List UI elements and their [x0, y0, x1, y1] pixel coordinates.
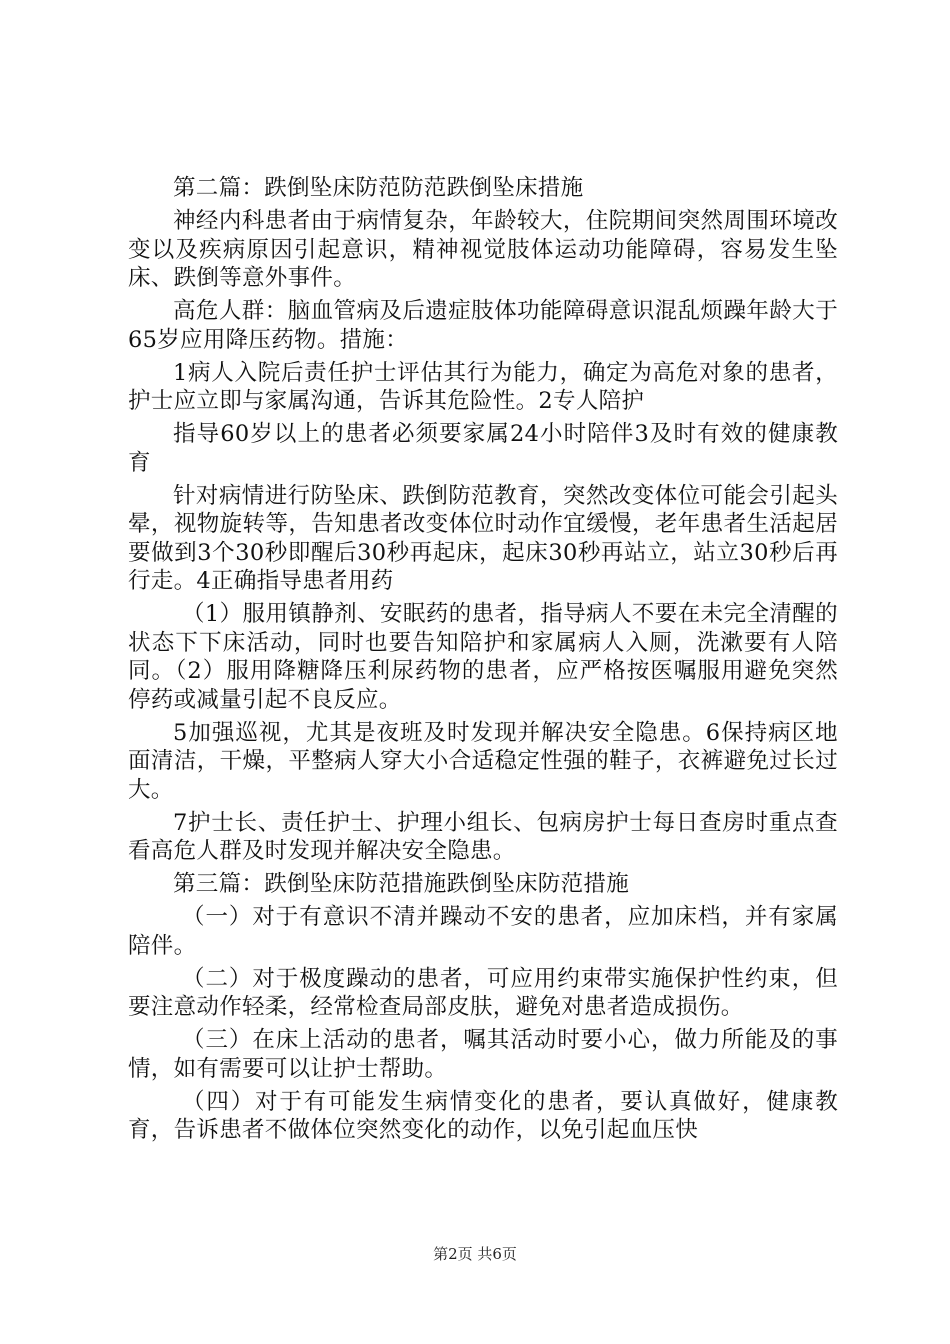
section-heading-2: 第二篇：跌倒坠床防范防范跌倒坠床措施 [173, 175, 584, 201]
paragraph-measure-7: 7护士长、责任护士、护理小组长、包病房护士每日查房时重点查看高危人群及时发现并解决安全隐患。 [128, 809, 838, 864]
paragraph-item-4: （四）对于有可能发生病情变化的患者，要认真做好，健康教育，告诉患者不做体位突然变化的动作，以免引起血压快 [128, 1088, 838, 1143]
paragraph-high-risk-group: 高危人群：脑血管病及后遗症肢体功能障碍意识混乱烦躁年龄大于65岁应用降压药物。措施： [128, 298, 838, 353]
section-heading-3: 第三篇：跌倒坠床防范措施跌倒坠床防范措施 [173, 871, 630, 897]
paragraph-item-3: （三）在床上活动的患者，嘱其活动时要小心，做力所能及的事情，如有需要可以让护士帮助。 [128, 1027, 838, 1082]
page-footer: 第2页 共6页 [433, 1245, 517, 1263]
paragraph-measure-1-2: 1病人入院后责任护士评估其行为能力，确定为高危对象的患者，护士应立即与家属沟通，告诉其危险性。2专人陪护 [128, 359, 838, 414]
paragraph-item-2: （二）对于极度躁动的患者，可应用约束带实施保护性约束，但要注意动作轻柔，经常检查局部皮肤，避免对患者造成损伤。 [128, 965, 838, 1020]
paragraph-measure-guidance: 指导60岁以上的患者必须要家属24小时陪伴3及时有效的健康教育 [128, 421, 838, 476]
paragraph-medication: （1）服用镇静剂、安眠药的患者，指导病人不要在未完全清醒的状态下下床活动，同时也要告知陪护和家属病人入厕，洗漱要有人陪同。（2）服用降糖降压利尿药物的患者，应严格按医嘱服用避免突然停药或减量引起不良反应。 [128, 601, 838, 713]
paragraph-health-education: 针对病情进行防坠床、跌倒防范教育，突然改变体位可能会引起头晕，视物旋转等，告知患者改变体位时动作宜缓慢，老年患者生活起居要做到3个30秒即醒后30秒再起床，起床30秒再站立，站立30秒后再行走。4正确指导患者用药 [128, 482, 838, 594]
document-body [128, 174, 838, 1149]
paragraph-item-1: （一）对于有意识不清并躁动不安的患者，应加床档，并有家属陪伴。 [128, 904, 838, 959]
paragraph-measure-5-6: 5加强巡视，尤其是夜班及时发现并解决安全隐患。6保持病区地面清洁，干燥，平整病人穿大小合适稳定性强的鞋子，衣裤避免过长过大。 [128, 719, 838, 803]
paragraph-intro: 神经内科患者由于病情复杂，年龄较大，住院期间突然周围环境改变以及疾病原因引起意识，精神视觉肢体运动功能障碍，容易发生坠床、跌倒等意外事件。 [128, 208, 838, 291]
